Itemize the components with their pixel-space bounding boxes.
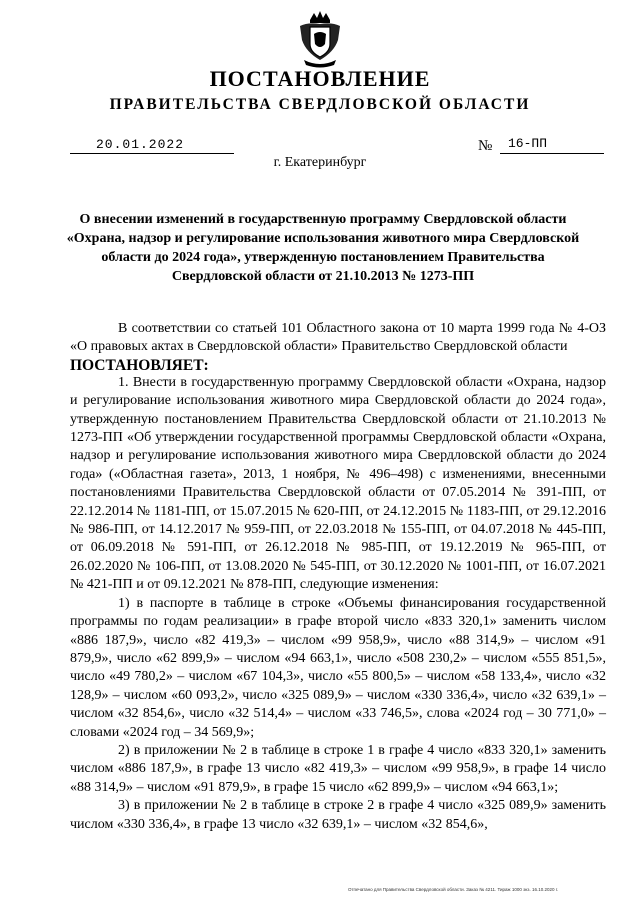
intro-paragraph: В соответствии со статьей 101 Областного закона от 10 марта 1999 года № 4-ОЗ «О правовых актах в Свердловской области» Правительство Свердловской области xyxy=(70,321,606,355)
number-underline xyxy=(500,153,604,154)
paragraph-1: 1. Внести в государственную программу Свердловской области «Охрана, надзор и регулирование использования животного мира Свердловской области до 2024 года», утвержденную постановлением Правительства Свердловской области от 21.10.2013 № 1273-ПП «Об утверждении государственной программы Свердловской области «Охрана, надзор и регулирование использования животного мира Свердловской области до 2024 года» («Областная газета», 2013, 1 ноября, № 496–498) с изменениями, внесенными постановлениями Правительства Свердловской области от 07.05.2014 № 391-ПП, от 22.12.2014 № 1181-ПП, от 15.07.2015 № 620-ПП, от 24.12.2015 № 1183-ПП, от 29.12.2016 № 986-ПП, от 14.12.2017 № 959-ПП, от 22.03.2018 № 155-ПП, от 04.07.2018 № 445-ПП, от 06.09.2018 № 591-ПП, от 26.12.2018 № 985-ПП, от 19.12.2019 № 965-ПП, от 26.02.2020 № 106-ПП, от 13.08.2020 № 545-ПП, от 30.12.2020 № 1001-ПП, от 16.07.2021 № 421-ПП и от 09.12.2021 № 878-ПП, следующие изменения: xyxy=(70,374,606,593)
paragraph-3: 2) в приложении № 2 в таблице в строке 1 в графе 4 число «833 320,1» заменить числом «886 187,9», в графе 13 число «82 419,3» – числом «99 958,9», в графе 14 число «88 314,9» – числом «91 879,9», в графе 15 число «62 899,9» – числом «94 663,1»; xyxy=(70,742,606,795)
document-body xyxy=(70,320,606,834)
paragraph-2: 1) в паспорте в таблице в строке «Объемы финансирования государственной программы по годам реализации» в графе второй число «833 320,1» заменить числом «886 187,9», число «82 419,3» – числом «99 958,9», число «88 314,9» – числом «91 879,9», число «62 899,9» – числом «94 663,1», число «508 230,2» – числом «555 851,5», число «49 780,2» – числом «67 104,3», число «55 800,5» – числом «58 133,4», число «32 128,9» – числом «60 093,2», число «325 089,9» – числом «330 336,4», число «32 639,1» – числом «32 854,6», число «32 514,4» – числом «33 746,5», слова «2024 год – 30 771,0» – словами «2024 год – 34 569,9»; xyxy=(70,595,606,740)
coat-of-arms-icon xyxy=(296,10,344,70)
document-date: 20.01.2022 xyxy=(96,137,185,152)
paragraph-4: 3) в приложении № 2 в таблице в строке 2 в графе 4 число «325 089,9» заменить числом «330 336,4», в графе 13 число «32 639,1» – числом «32 854,6», xyxy=(70,798,606,832)
document-number: 16-ПП xyxy=(508,136,548,151)
document-city: г. Екатеринбург xyxy=(273,155,367,170)
print-footer: Отпечатано для Правительства Свердловской области. Заказ № 4211. Тираж 1000 экз. 16.10.2020 г. xyxy=(348,887,559,892)
document-issuer: ПРАВИТЕЛЬСТВА СВЕРДЛОВСКОЙ ОБЛАСТИ xyxy=(109,96,531,113)
number-label: № xyxy=(478,138,493,154)
resolution-title: О внесении изменений в государственную программу Свердловской области «Охрана, надзор и регулирование использования животного мира Свердловской области до 2024 года», утвержденную постановлением Правительства Свердловской области от 21.10.2013 № 1273-ПП xyxy=(66,212,580,284)
date-underline xyxy=(70,153,234,154)
document-title: ПОСТАНОВЛЕНИЕ xyxy=(209,66,431,91)
resolve-heading: ПОСТАНОВЛЯЕТ: xyxy=(70,356,209,374)
